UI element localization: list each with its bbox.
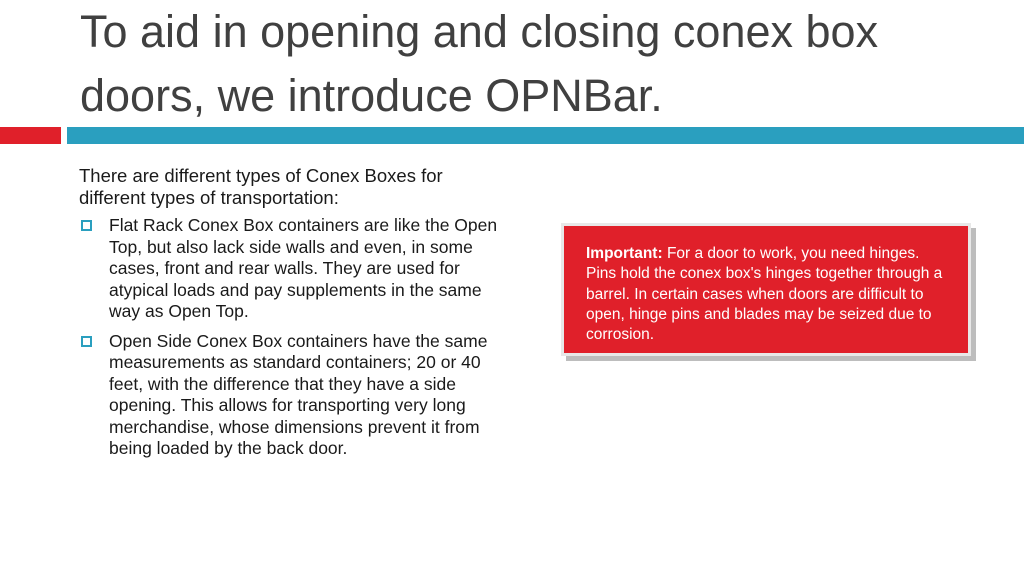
bullet-item (79, 215, 509, 323)
bullet-item (79, 331, 509, 460)
bullet-text: Flat Rack Conex Box containers are like the Open Top, but also lack side walls and even, in some cases, front and rear walls. They are used for atypical loads and pay supplements in the same way as Open Top. (109, 215, 498, 321)
callout-label: Important: (586, 245, 667, 262)
body-content (79, 165, 509, 468)
square-bullet-icon (81, 220, 92, 231)
bullet-text: Open Side Conex Box containers have the same measurements as standard containers; 20 or 40 feet, with the difference that they have a side opening. This allows for transporting very long merchandise, whose dimensions prevent it from being loaded by the back door. (109, 330, 488, 458)
intro-text: There are different types of Conex Boxes for different types of transportation: (79, 165, 443, 208)
important-callout (561, 223, 971, 356)
accent-bar-teal (67, 127, 1024, 144)
square-bullet-icon (81, 336, 92, 347)
bullet-list (79, 215, 509, 460)
callout-text: For a door to work, you need hinges. Pins hold the conex box's hinges together through a barrel. In certain cases when doors are difficult to open, hinge pins and blades may be seized due to corrosion. (586, 245, 943, 344)
accent-bar-red (0, 127, 61, 144)
slide-title: To aid in opening and closing conex box doors, we introduce OPNBar. (80, 6, 879, 121)
